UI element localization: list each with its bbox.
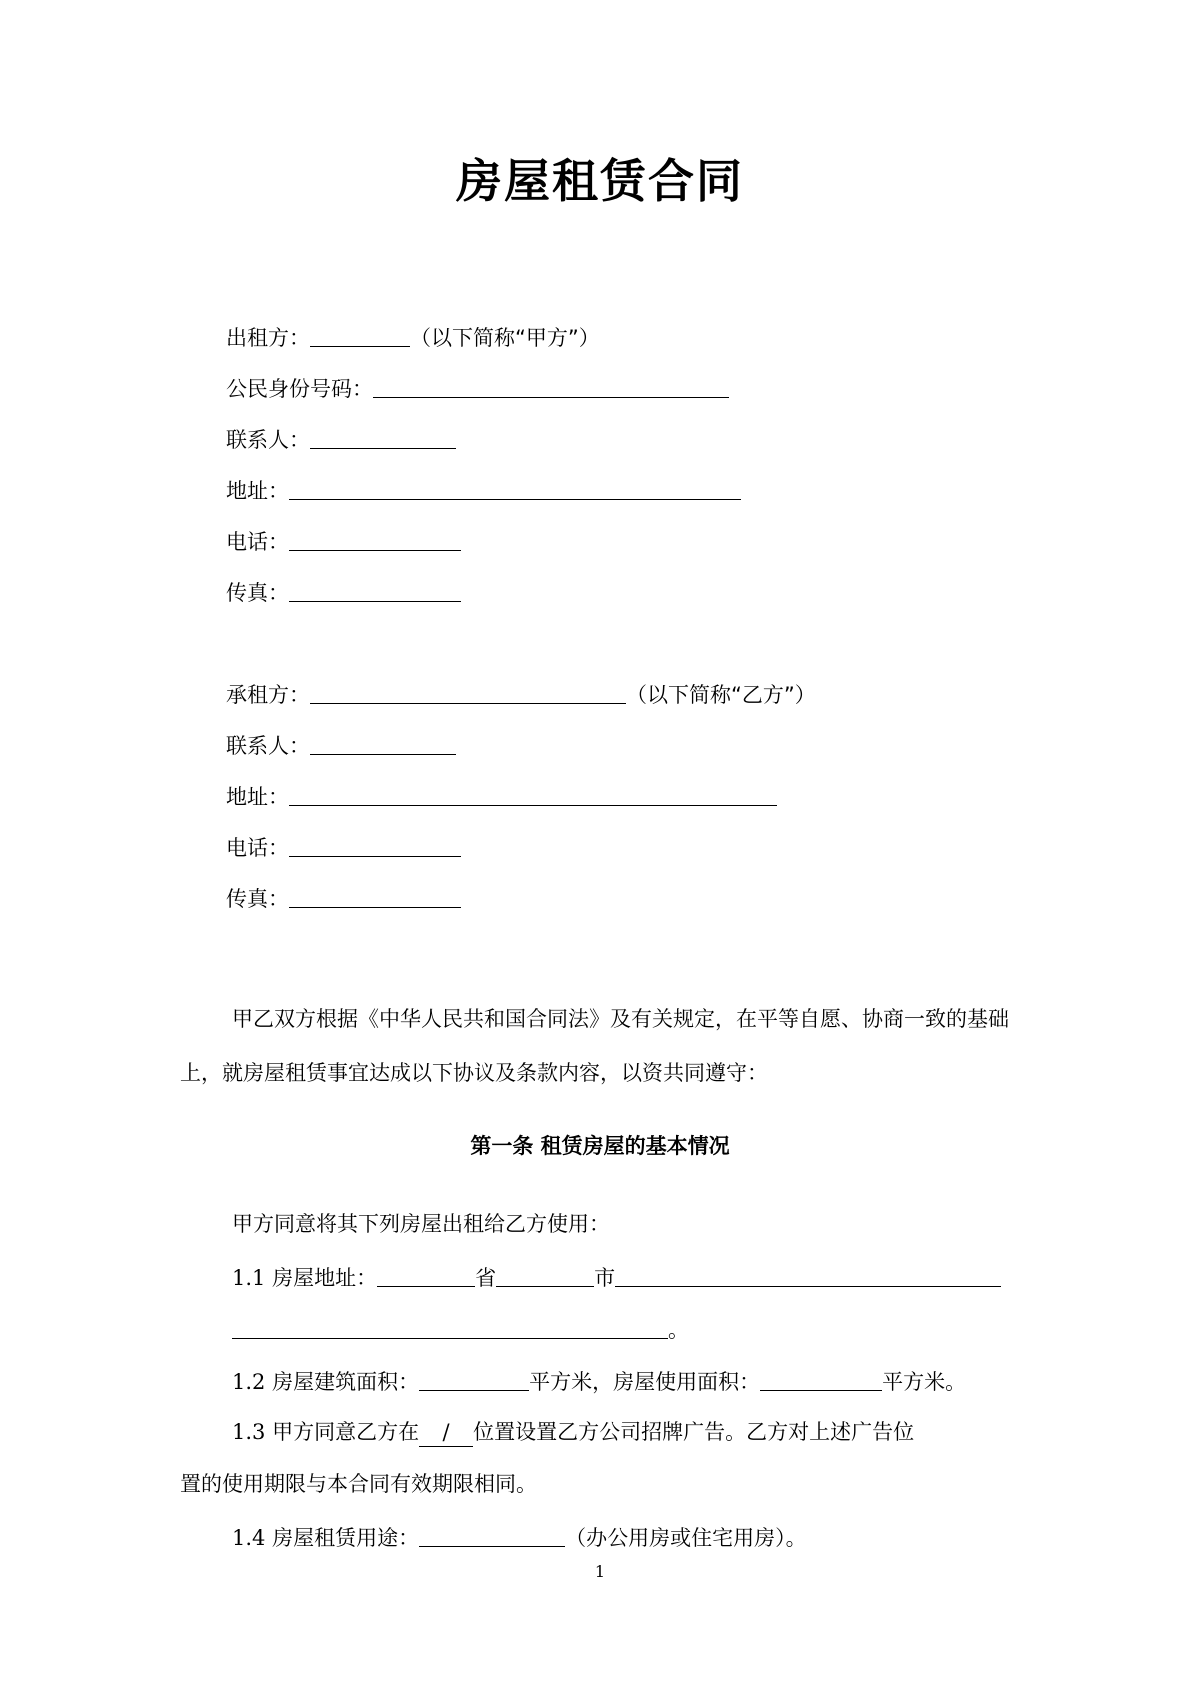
usable-area-blank[interactable] xyxy=(760,1368,882,1391)
item-1-2-end: 平方米。 xyxy=(882,1370,967,1394)
lessee-contact-label: 联系人： xyxy=(226,734,310,758)
province-text: 省 xyxy=(475,1266,497,1290)
item-1-3-label: 1.3 甲方同意乙方在 xyxy=(232,1420,420,1444)
lessor-address-row xyxy=(226,475,741,505)
lessee-address-row xyxy=(226,781,777,811)
lessor-fax-row xyxy=(226,577,461,607)
lessee-name-blank[interactable] xyxy=(310,681,626,704)
lessor-contact-blank[interactable] xyxy=(310,426,456,449)
city-blank[interactable] xyxy=(496,1264,594,1287)
sign-position-blank[interactable]: / xyxy=(419,1418,473,1447)
lessor-fax-blank[interactable] xyxy=(289,579,461,602)
address-detail-blank-2[interactable] xyxy=(232,1316,668,1339)
lessee-address-label: 地址： xyxy=(226,785,289,809)
lessor-phone-label: 电话： xyxy=(226,530,289,554)
item-1-3-row xyxy=(232,1418,914,1447)
lessee-name-label: 承租方： xyxy=(226,683,310,707)
building-area-blank[interactable] xyxy=(419,1368,529,1391)
lessee-fax-row xyxy=(226,883,461,913)
lessee-phone-row xyxy=(226,832,461,862)
item-1-4-end: （办公用房或住宅用房）。 xyxy=(565,1526,807,1550)
province-blank[interactable] xyxy=(377,1264,475,1287)
lessor-contact-row xyxy=(226,424,456,454)
lessee-contact-row xyxy=(226,730,456,760)
lessor-name-blank[interactable] xyxy=(310,324,410,347)
article1-intro: 甲方同意将其下列房屋出租给乙方使用： xyxy=(232,1212,610,1236)
lessee-address-blank[interactable] xyxy=(289,783,777,806)
lessor-fax-label: 传真： xyxy=(226,581,289,605)
lessee-name-row xyxy=(226,679,816,709)
lessor-contact-label: 联系人： xyxy=(226,428,310,452)
preamble-paragraph: 甲乙双方根据《中华人民共和国合同法》及有关规定，在平等自愿、协商一致的基础上，就房屋租赁事宜达成以下协议及条款内容，以资共同遵守： xyxy=(180,1007,1009,1085)
lessor-address-label: 地址： xyxy=(226,479,289,503)
document-title: 房屋租赁合同 xyxy=(456,154,744,208)
lessor-address-blank[interactable] xyxy=(289,477,741,500)
lessor-name-row xyxy=(226,322,600,352)
lessor-name-label: 出租方： xyxy=(226,326,310,350)
lessee-name-suffix: （以下简称“乙方”） xyxy=(626,683,816,707)
lessee-phone-blank[interactable] xyxy=(289,834,461,857)
lessor-id-row xyxy=(226,373,729,403)
lessor-id-blank[interactable] xyxy=(373,375,729,398)
lessor-name-suffix: （以下简称“甲方”） xyxy=(410,326,600,350)
lessor-phone-row xyxy=(226,526,461,556)
article1-title: 第一条 租赁房屋的基本情况 xyxy=(470,1134,730,1158)
item-1-2-label: 1.2 房屋建筑面积： xyxy=(232,1370,420,1394)
item-1-3-line2: 置的使用期限与本合同有效期限相同。 xyxy=(180,1472,537,1496)
item-1-1-row2 xyxy=(232,1314,689,1344)
item-1-2-mid: 平方米，房屋使用面积： xyxy=(529,1370,761,1394)
usage-blank[interactable] xyxy=(419,1524,565,1547)
address-detail-blank[interactable] xyxy=(615,1264,1001,1287)
item-1-1-row xyxy=(232,1262,1001,1292)
lessee-fax-label: 传真： xyxy=(226,887,289,911)
page-number: 1 xyxy=(594,1562,606,1581)
item-1-3-rest: 位置设置乙方公司招牌广告。乙方对上述广告位 xyxy=(473,1420,915,1444)
lessor-id-label: 公民身份号码： xyxy=(226,377,373,401)
lessee-phone-label: 电话： xyxy=(226,836,289,860)
item-1-4-row xyxy=(232,1522,807,1552)
lessee-fax-blank[interactable] xyxy=(289,885,461,908)
lessor-phone-blank[interactable] xyxy=(289,528,461,551)
city-text: 市 xyxy=(594,1266,616,1290)
lessee-contact-blank[interactable] xyxy=(310,732,456,755)
item-1-2-row xyxy=(232,1366,966,1396)
item-1-4-label: 1.4 房屋租赁用途： xyxy=(232,1526,420,1550)
item-1-1-label: 1.1 房屋地址： xyxy=(232,1266,378,1290)
item-1-1-end: 。 xyxy=(668,1318,689,1342)
